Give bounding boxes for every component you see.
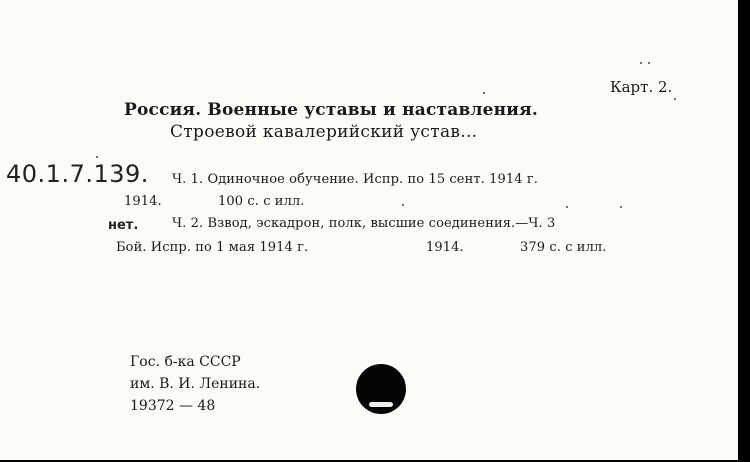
scan-speck xyxy=(402,204,404,206)
part1-description: Ч. 1. Одиночное обучение. Испр. по 15 сент. 1914 г. xyxy=(172,172,538,187)
library-stamp-icon xyxy=(356,364,406,414)
shelfmark-part1: 40.1.7.139. xyxy=(6,160,149,188)
scan-speck xyxy=(96,156,98,158)
card-number: Карт. 2. xyxy=(610,78,673,96)
scan-speck xyxy=(648,62,650,64)
card-subheading: Строевой кавалерийский устав... xyxy=(170,122,478,142)
part2-year: 1914. xyxy=(426,240,464,255)
part2-pages: 379 с. с илл. xyxy=(520,240,607,255)
shelfmark-part2: нет. xyxy=(108,218,139,233)
part1-pages: 100 с. с илл. xyxy=(218,194,305,209)
scan-speck xyxy=(640,62,642,64)
scan-speck xyxy=(620,206,622,208)
scan-speck xyxy=(674,98,676,100)
imprint-library-name: им. В. И. Ленина. xyxy=(130,376,261,392)
scan-speck xyxy=(483,92,485,94)
part2-description-cont: Бой. Испр. по 1 мая 1914 г. xyxy=(116,240,309,255)
scan-speck xyxy=(566,206,568,208)
part1-year: 1914. xyxy=(124,194,162,209)
imprint-print-number: 19372 — 48 xyxy=(130,398,216,414)
imprint-library: Гос. б-ка СССР xyxy=(130,354,241,370)
card-heading: Россия. Военные уставы и наставления. xyxy=(124,100,538,120)
part2-description: Ч. 2. Взвод, эскадрон, полк, высшие соединения.—Ч. 3 xyxy=(172,216,556,231)
